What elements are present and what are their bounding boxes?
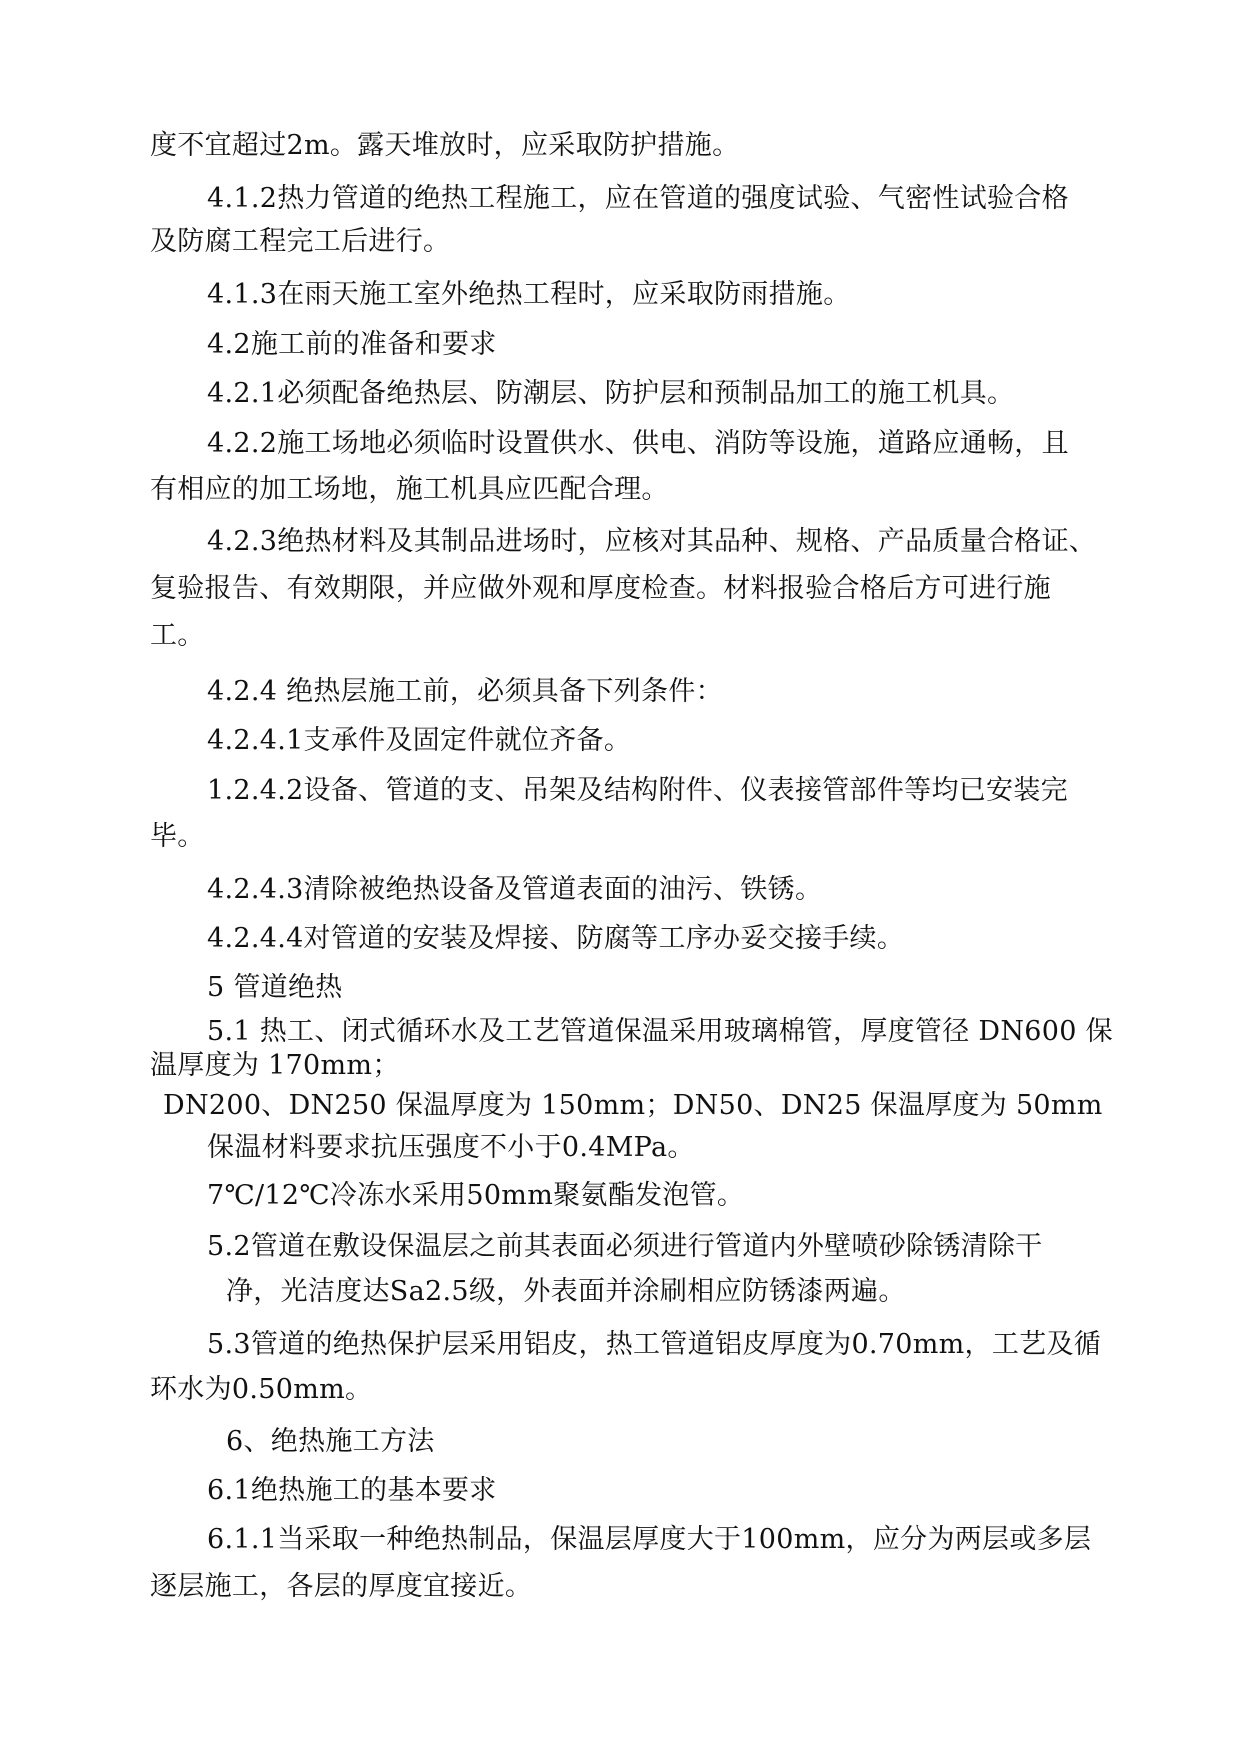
text-line: 5.1 热工、闭式循环水及工艺管道保温采用玻璃棉管，厚度管径 DN600 保 [207, 1016, 1113, 1047]
text-line: 复验报告、有效期限，并应做外观和厚度检查。材料报验合格后方可进行施 [150, 573, 1051, 604]
text-line: 4.2.4.3清除被绝热设备及管道表面的油污、铁锈。 [207, 874, 823, 905]
text-line: 7℃/12℃冷冻水采用50mm聚氨酯发泡管。 [207, 1180, 745, 1211]
text-line: 4.2.4.4对管道的安装及焊接、防腐等工序办妥交接手续。 [207, 923, 905, 954]
text-line: 保温材料要求抗压强度不小于0.4MPa。 [207, 1132, 695, 1163]
text-line: 毕。 [150, 821, 205, 852]
text-line: 环水为0.50mm。 [150, 1374, 373, 1405]
text-line: 4.2.4 绝热层施工前，必须具备下列条件： [207, 676, 723, 707]
text-line: 6.1.1当采取一种绝热制品，保温层厚度大于100mm，应分为两层或多层 [207, 1524, 1092, 1555]
text-line: 1.2.4.2设备、管道的支、吊架及结构附件、仪表接管部件等均已安装完 [207, 775, 1068, 806]
text-line: 4.1.3在雨天施工室外绝热工程时，应采取防雨措施。 [207, 279, 851, 310]
text-line: 4.1.2热力管道的绝热工程施工，应在管道的强度试验、气密性试验合格 [207, 183, 1069, 214]
text-line: DN200、DN250 保温厚度为 150mm；DN50、DN25 保温厚度为 50mm [163, 1090, 1103, 1121]
text-line: 及防腐工程完工后进行。 [150, 226, 451, 257]
section-heading: 6、绝热施工方法 [226, 1426, 435, 1457]
text-line: 逐层施工，各层的厚度宜接近。 [150, 1571, 533, 1602]
text-line: 温厚度为 170mm； [150, 1050, 400, 1081]
section-heading: 4.2施工前的准备和要求 [207, 329, 497, 360]
text-line: 度不宜超过2m。露天堆放时，应采取防护措施。 [150, 130, 740, 161]
text-line: 4.2.4.1支承件及固定件就位齐备。 [207, 725, 632, 756]
text-line: 5.3管道的绝热保护层采用铝皮，热工管道铝皮厚度为0.70mm，工艺及循 [207, 1329, 1102, 1360]
text-line: 有相应的加工场地，施工机具应匹配合理。 [150, 474, 669, 505]
text-line: 4.2.2施工场地必须临时设置供水、供电、消防等设施，道路应通畅，且 [207, 428, 1069, 459]
text-line: 4.2.1必须配备绝热层、防潮层、防护层和预制品加工的施工机具。 [207, 378, 1015, 409]
text-line: 工。 [150, 620, 205, 651]
text-line: 5.2管道在敷设保温层之前其表面必须进行管道内外壁喷砂除锈清除干 [207, 1231, 1043, 1262]
section-heading: 5 管道绝热 [207, 972, 343, 1003]
section-heading: 6.1绝热施工的基本要求 [207, 1475, 497, 1506]
text-line: 净，光洁度达Sa2.5级，外表面并涂刷相应防锈漆两遍。 [226, 1276, 906, 1307]
text-line: 4.2.3绝热材料及其制品进场时，应核对其品种、规格、产品质量合格证、 [207, 526, 1097, 557]
